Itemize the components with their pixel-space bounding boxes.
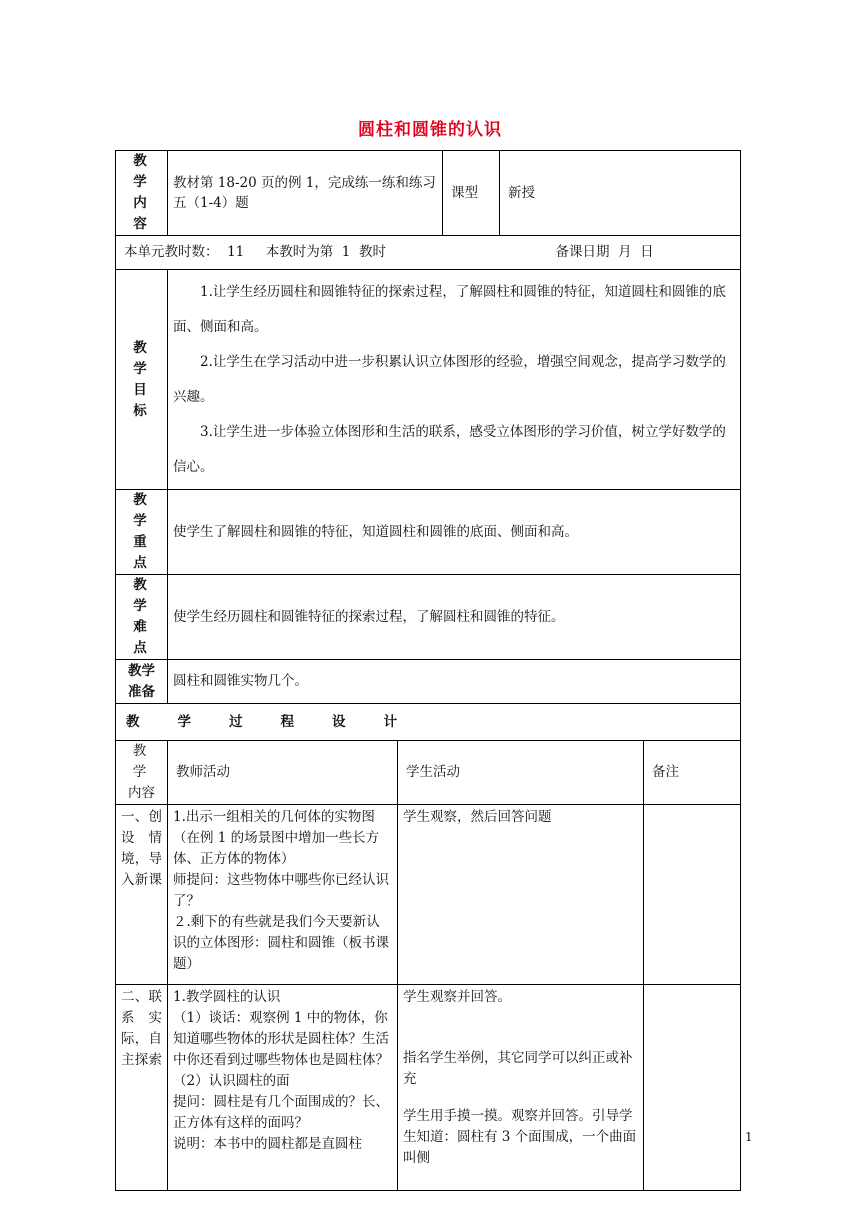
notes-cell xyxy=(644,985,741,1191)
key-point-label: 教 学 重点 xyxy=(116,490,168,575)
goal-item: 3.让学生进一步体验立体图形和生活的联系，感受立体图形的学习价值，树立学好数学的信心。 xyxy=(173,423,726,475)
difficulty-value: 使学生经历圆柱和圆锥特征的探索过程，了解圆柱和圆锥的特征。 xyxy=(168,575,741,660)
difficulty-label: 教 学 难点 xyxy=(116,575,168,660)
goal-item: 1.让学生经历圆柱和圆锥特征的探索过程，了解圆柱和圆锥的特征，知道圆柱和圆锥的底面、侧面和高。 xyxy=(173,283,726,335)
preparation-label: 教学 准备 xyxy=(116,660,168,704)
preparation-row xyxy=(116,660,741,704)
process-title: 教学过程设计 xyxy=(116,704,741,741)
teacher-activity: 1.教学圆柱的认识 （1）谈话：观察例 1 中的物体，你知道哪些物体的形状是圆柱体？生活中你还看到过哪些物体也是圆柱体？ （2）认识圆柱的面 提问：圆柱是有几个面围成的？长、正方体有这样的面吗？ 说明：本书中的圆柱都是直圆柱 xyxy=(168,985,398,1191)
notes-header: 备注 xyxy=(644,741,741,805)
page-number: 1 xyxy=(745,1130,753,1144)
teacher-activity-header: 教师活动 xyxy=(168,741,398,805)
type-label: 课型 xyxy=(443,151,500,236)
unit-cell xyxy=(116,236,741,270)
section-label: 二、联系实际，自主探索 xyxy=(116,985,168,1191)
prep-date: 备课日期 月 日 xyxy=(555,244,654,260)
process-section-row xyxy=(116,985,741,1191)
process-header-row xyxy=(116,741,741,805)
goal-item: 2.让学生在学习活动中进一步积累认识立体图形的经验，增强空间观念，提高学习数学的兴趣。 xyxy=(173,353,726,405)
process-section-row xyxy=(116,805,741,985)
student-activity: 学生观察，然后回答问题 xyxy=(398,805,644,985)
goals-row xyxy=(116,270,741,490)
content-label: 教 学 内容 xyxy=(116,151,168,236)
document-title: 圆柱和圆锥的认识 xyxy=(358,120,502,140)
lesson-plan-table xyxy=(115,150,741,1191)
unit-text: 本单元教时数： 11 本教时为第 1 教时 xyxy=(124,244,386,260)
goals-label: 教 学 目标 xyxy=(116,270,168,490)
section-label: 一、创设情境，导入新课 xyxy=(116,805,168,985)
difficulty-row xyxy=(116,575,741,660)
content-row xyxy=(116,151,741,236)
notes-cell xyxy=(644,805,741,985)
student-activity: 学生观察并回答。 指名学生举例，其它同学可以纠正或补充 学生用手摸一摸。观察并回答。引导学生知道：圆柱有 3 个面围成，一个曲面叫侧 xyxy=(398,985,644,1191)
process-content-header: 教 学 内容 xyxy=(116,741,168,805)
student-activity-header: 学生活动 xyxy=(398,741,644,805)
content-value: 教材第 18-20 页的例 1，完成练一练和练习五（1-4）题 xyxy=(168,151,443,236)
teacher-activity: 1.出示一组相关的几何体的实物图（在例 1 的场景图中增加一些长方体、正方体的物体） 师提问：这些物体中哪些你已经认识了？ ２.剩下的有些就是我们今天要新认识的立体图形：圆柱和圆锥（板书课题） xyxy=(168,805,398,985)
preparation-value: 圆柱和圆锥实物几个。 xyxy=(168,660,741,704)
unit-row xyxy=(116,236,741,270)
key-point-row xyxy=(116,490,741,575)
goals-content xyxy=(168,270,741,490)
type-value: 新授 xyxy=(500,151,741,236)
process-title-row xyxy=(116,704,741,741)
key-point-value: 使学生了解圆柱和圆锥的特征，知道圆柱和圆锥的底面、侧面和高。 xyxy=(168,490,741,575)
